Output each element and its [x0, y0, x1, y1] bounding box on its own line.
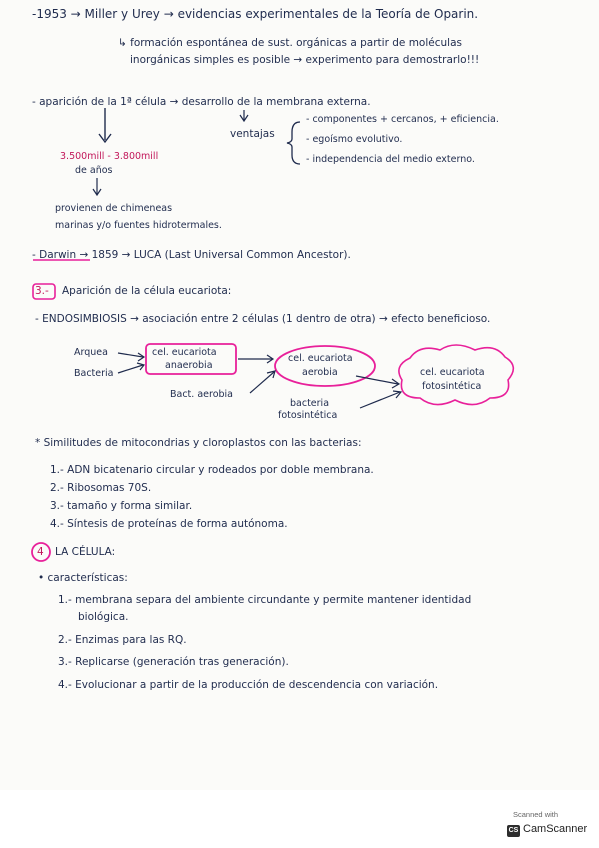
- scanned-with-label: Scanned with: [513, 810, 559, 819]
- line-formacion: ↳ formación espontánea de sust. orgánicas a partir de moléculas: [118, 37, 462, 49]
- line-aparicion-celula: - aparición de la 1ª célula → desarrollo de la membrana externa.: [32, 96, 371, 108]
- diagram-cel-foto-line2: fotosintética: [422, 381, 482, 392]
- diagram-bact-aerobia: Bact. aerobia: [170, 389, 233, 400]
- similitud-3: 3.- tamaño y forma similar.: [50, 500, 193, 512]
- line-darwin-luca: - Darwin → 1859 → LUCA (Last Universal Common Ancestor).: [32, 249, 351, 261]
- camscanner-name: CamScanner: [523, 823, 588, 835]
- caracteristica-2: 2.- Enzimas para las RQ.: [58, 634, 187, 646]
- section-title-eucariota: Aparición de la célula eucariota:: [62, 285, 232, 297]
- section-number-4: 4: [37, 546, 44, 558]
- line-endosimbiosis: - ENDOSIMBIOSIS → asociación entre 2 células (1 dentro de otra) → efecto beneficioso.: [35, 313, 491, 325]
- section-title-celula: LA CÉLULA:: [55, 546, 116, 558]
- diagram-cel-aerobia-line1: cel. eucariota: [288, 353, 353, 364]
- label-millones: 3.500mill - 3.800mill: [60, 151, 159, 162]
- diagram-arquea: Arquea: [74, 347, 108, 358]
- label-ventajas: ventajas: [230, 128, 275, 140]
- caracteristica-1-cont: biológica.: [78, 611, 129, 623]
- diagram-cel-anaerobia-line1: cel. eucariota: [152, 347, 217, 358]
- diagram-cel-foto-line1: cel. eucariota: [420, 367, 485, 378]
- diagram-bact-foto-line2: fotosintética: [278, 410, 338, 421]
- caracteristica-1: 1.- membrana separa del ambiente circundante y permite mantener identidad: [58, 594, 472, 606]
- similitud-2: 2.- Ribosomas 70S.: [50, 482, 152, 494]
- line-inorganicas: inorgánicas simples es posible → experimento para demostrarlo!!!: [130, 54, 480, 66]
- line-similitudes: * Similitudes de mitocondrias y cloroplastos con las bacterias:: [35, 437, 362, 449]
- line-chimeneas: provienen de chimeneas: [55, 203, 173, 214]
- line-miller-urey: -1953 → Miller y Urey → evidencias experimentales de la Teoría de Oparin.: [32, 7, 479, 21]
- caracteristica-3: 3.- Replicarse (generación tras generación).: [58, 656, 289, 668]
- ventaja-1: - componentes + cercanos, + eficiencia.: [306, 114, 499, 125]
- similitud-4: 4.- Síntesis de proteínas de forma autónoma.: [50, 518, 288, 530]
- diagram-bact-foto-line1: bacteria: [290, 398, 330, 409]
- section-number-3: 3.-: [35, 285, 49, 297]
- ventaja-2: - egoísmo evolutivo.: [306, 134, 403, 145]
- label-de-anos: de años: [75, 165, 113, 176]
- caracteristica-4: 4.- Evolucionar a partir de la producción de descendencia con variación.: [58, 679, 439, 691]
- diagram-cel-aerobia-line2: aerobia: [302, 367, 338, 378]
- line-hidrotermales: marinas y/o fuentes hidrotermales.: [55, 220, 222, 231]
- ventaja-3: - independencia del medio externo.: [306, 154, 475, 165]
- line-caracteristicas: • características:: [38, 572, 128, 584]
- similitud-1: 1.- ADN bicatenario circular y rodeados por doble membrana.: [50, 464, 374, 476]
- diagram-cel-anaerobia-line2: anaerobia: [165, 360, 213, 371]
- camscanner-logo-icon: CS: [507, 825, 520, 837]
- camscanner-badge: [503, 808, 593, 842]
- diagram-bacteria: Bacteria: [74, 368, 114, 379]
